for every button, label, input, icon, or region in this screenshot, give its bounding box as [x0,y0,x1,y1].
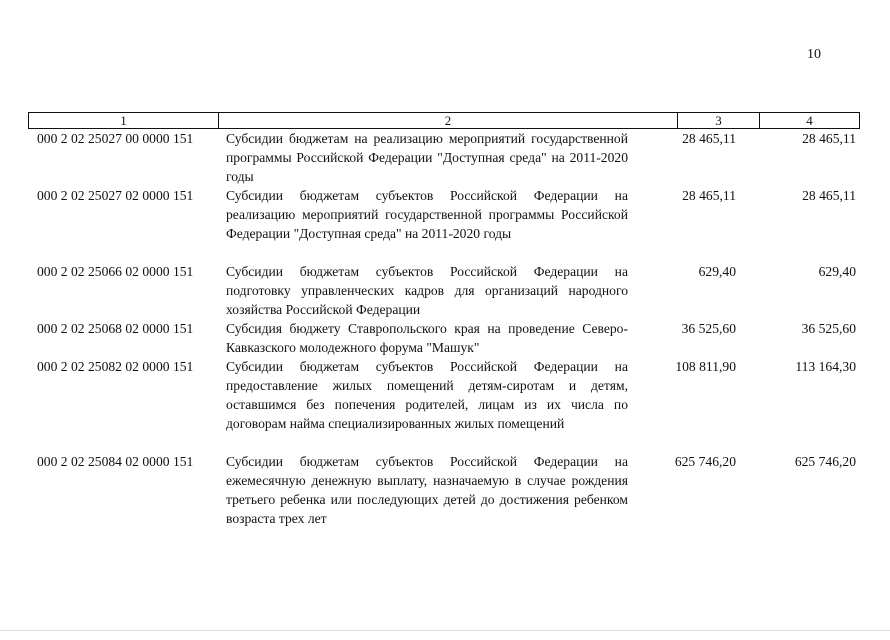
table-row [28,452,860,528]
value-col-3: 36 525,60 [681,321,736,336]
value-col-3: 629,40 [698,264,736,279]
budget-code: 000 2 02 25066 02 0000 151 [37,264,194,279]
scan-edge-line [0,630,890,631]
table-row [28,319,860,357]
table-row [28,357,860,433]
value-col-3: 28 465,11 [682,188,736,203]
value-col-4: 625 746,20 [794,454,856,469]
value-col-4: 28 465,11 [802,131,856,146]
page-number: 10 [807,47,821,62]
item-name: Субсидии бюджетам субъектов Российской Федерации на подготовку управленческих кадров для организаций народного хозяйства Российской Федерации [226,264,628,317]
budget-code: 000 2 02 25068 02 0000 151 [37,321,194,336]
budget-code: 000 2 02 25082 02 0000 151 [37,359,194,374]
budget-code: 000 2 02 25027 02 0000 151 [37,188,194,203]
budget-code: 000 2 02 25084 02 0000 151 [37,454,194,469]
value-col-3: 108 811,90 [675,359,736,374]
value-col-4: 36 525,60 [801,321,856,336]
table-header [28,112,860,129]
item-name: Субсидия бюджету Ставропольского края на проведение Северо-Кавказского молодежного форума "Машук" [226,321,628,355]
value-col-4: 113 164,30 [795,359,856,374]
value-col-4: 28 465,11 [802,188,856,203]
table-row [28,262,860,319]
budget-table [28,112,860,528]
item-name: Субсидии бюджетам на реализацию мероприятий государственной программы Российской Федерации "Доступная среда" на 2011-2020 годы [226,131,628,184]
table-row [28,129,860,186]
header-col-2: 2 [219,113,678,128]
value-col-4: 629,40 [818,264,856,279]
header-col-1: 1 [29,113,219,128]
header-col-3: 3 [678,113,760,128]
header-col-4: 4 [806,113,813,128]
value-col-3: 625 746,20 [674,454,736,469]
value-col-3: 28 465,11 [682,131,736,146]
table-row [28,186,860,243]
item-name: Субсидии бюджетам субъектов Российской Федерации на ежемесячную денежную выплату, назначаемую в случае рождения третьего ребенка или последующих детей до достижения ребенком возраста трех лет [226,454,628,526]
item-name: Субсидии бюджетам субъектов Российской Федерации на предоставление жилых помещений детям-сиротам и детям, оставшимся без попечения родителей, лицам из их числа по договорам найма специализированных жилых помещений [226,359,628,431]
budget-code: 000 2 02 25027 00 0000 151 [37,131,194,146]
item-name: Субсидии бюджетам субъектов Российской Федерации на реализацию мероприятий государственной программы Российской Федерации "Доступная среда" на 2011-2020 годы [226,188,628,241]
